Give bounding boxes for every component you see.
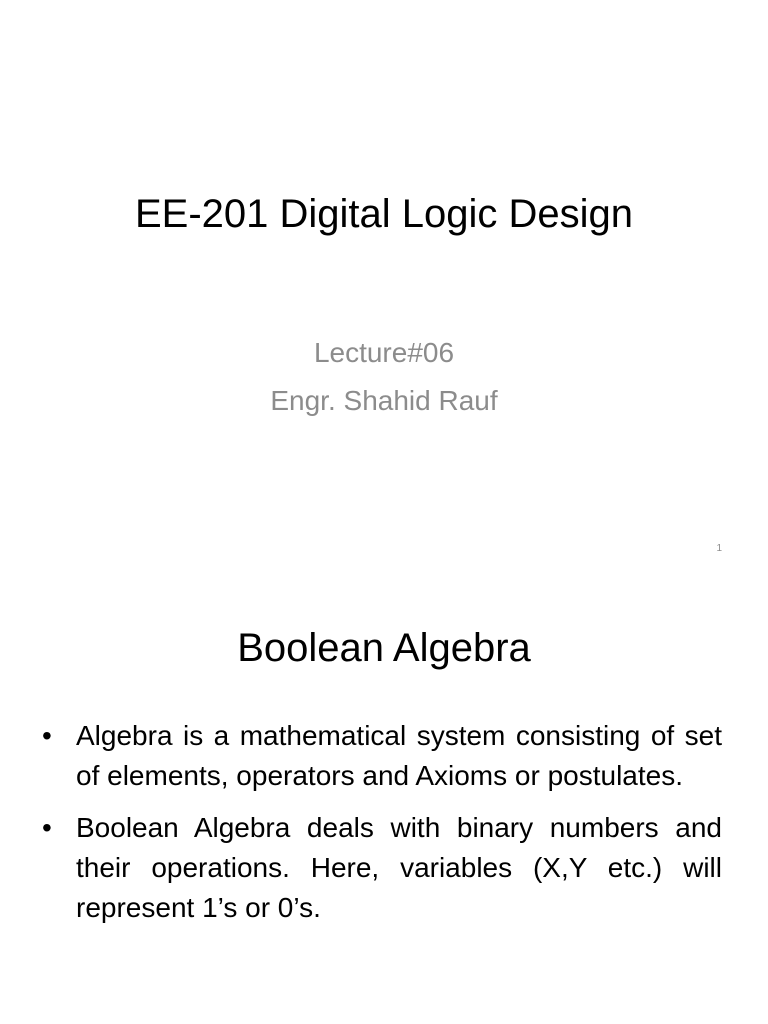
bullet-text: Algebra is a mathematical system consisting of set of elements, operators and Axioms or postulates. — [76, 720, 722, 791]
slide-title: EE-201 Digital Logic Design — [134, 192, 634, 236]
page-number: 1 — [716, 543, 722, 554]
slide-title: Boolean Algebra — [237, 626, 531, 670]
bullet-text: Boolean Algebra deals with binary numbers and their operations. Here, variables (X,Y etc.) will represent 1’s or 0’s. — [76, 812, 722, 923]
lecture-number: Lecture#06 — [313, 337, 455, 368]
bullet-icon: • — [42, 720, 52, 751]
bullet-item — [40, 716, 722, 796]
bullet-item — [40, 808, 722, 928]
author-name: Engr. Shahid Rauf — [270, 385, 498, 416]
bullet-icon: • — [42, 812, 52, 843]
bullet-list — [40, 716, 722, 940]
content-slide — [0, 576, 768, 1024]
